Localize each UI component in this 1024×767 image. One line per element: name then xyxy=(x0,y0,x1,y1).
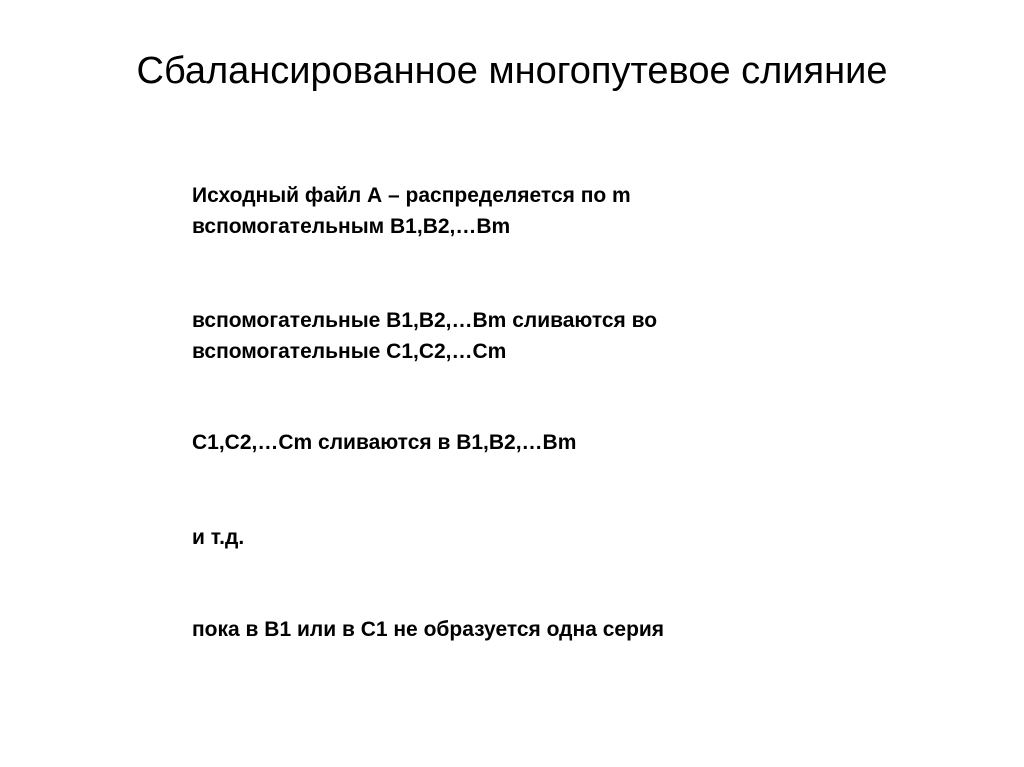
paragraph-line: Исходный файл А – распределяется по m xyxy=(192,184,631,207)
paragraph-line: вспомогательные В1,В2,…Вm сливаются во xyxy=(192,309,658,332)
paragraph-etc xyxy=(192,522,812,553)
paragraph-merge-c-to-b xyxy=(192,427,812,458)
paragraph-line: и т.д. xyxy=(192,526,245,549)
paragraph-termination xyxy=(192,614,812,645)
paragraph-line: вспомогательным В1,В2,…Вm xyxy=(192,215,511,238)
slide-title: Сбалансированное многопутевое слияние xyxy=(136,50,888,92)
paragraph-distribution xyxy=(192,180,812,242)
paragraph-line: С1,С2,…Сm сливаются в В1,В2,…Вm xyxy=(192,431,577,454)
paragraph-line: вспомогательные С1,С2,…Сm xyxy=(192,340,507,363)
paragraph-merge-b-to-c xyxy=(192,305,812,367)
paragraph-line: пока в В1 или в С1 не образуется одна серия xyxy=(192,618,665,641)
